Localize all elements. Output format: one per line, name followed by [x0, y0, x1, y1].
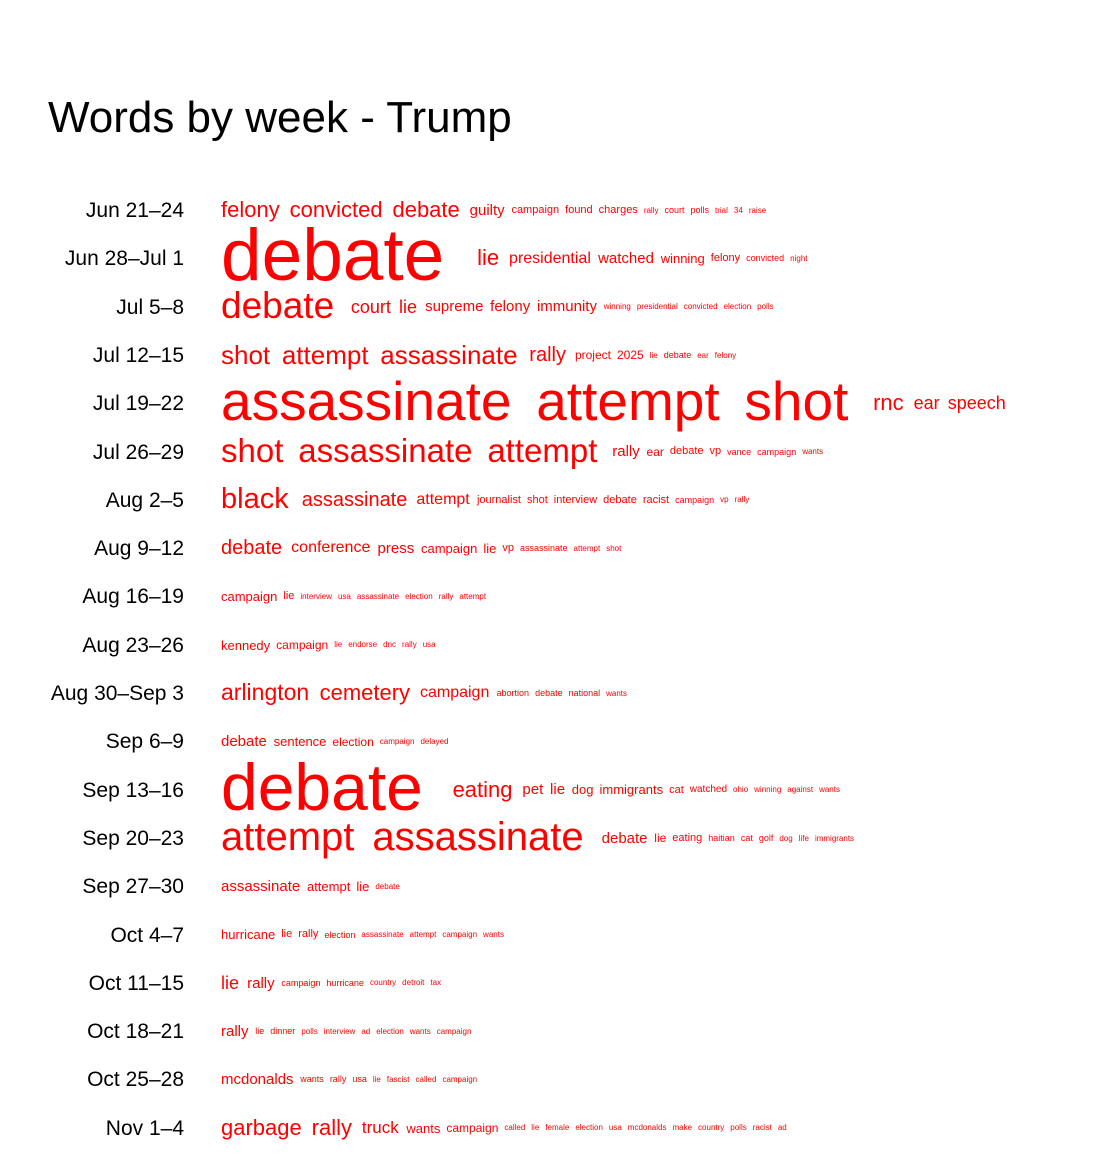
word-mark: usa — [352, 1074, 367, 1085]
word-mark: kennedy — [221, 637, 271, 653]
word-mark: mcdonalds — [221, 1071, 294, 1089]
word-mark: rally — [298, 928, 319, 941]
word-mark: election — [575, 1123, 603, 1133]
word-mark: campaign — [419, 684, 490, 702]
word-mark: abortion — [496, 688, 530, 699]
word-mark: polls — [301, 1026, 318, 1036]
week-label: Oct 18–21 — [87, 1020, 184, 1044]
word-mark: conference — [291, 539, 371, 557]
word-mark: election — [723, 302, 752, 312]
week-label: Sep 6–9 — [105, 730, 184, 754]
word-mark: hurricane — [326, 977, 364, 988]
word-mark: called — [504, 1123, 526, 1133]
word-mark: attempt — [306, 879, 351, 895]
word-mark: immunity — [536, 298, 597, 316]
word-mark: ohio — [733, 785, 749, 795]
word-mark: lie — [550, 781, 566, 799]
word-mark: debate — [221, 750, 423, 825]
word-mark: lie — [649, 350, 658, 360]
word-mark: wants — [409, 1026, 431, 1036]
word-mark: rally — [643, 205, 659, 215]
word-mark: polls — [757, 302, 774, 312]
word-mark: campaign — [221, 589, 278, 605]
word-mark: against — [787, 785, 814, 795]
week-label: Jul 12–15 — [92, 343, 184, 367]
word-mark: wants — [802, 447, 824, 457]
word-mark: debate — [601, 829, 648, 847]
word-mark: 34 — [733, 205, 743, 215]
word-mark: raise — [748, 205, 767, 215]
word-mark: rnc — [873, 390, 904, 416]
word-mark: assassinate — [301, 488, 408, 511]
week-label: Jul 5–8 — [116, 295, 184, 319]
word-mark: racist — [752, 1123, 772, 1133]
word-mark: interview — [553, 493, 598, 506]
word-mark: attempt — [459, 592, 487, 601]
word-mark: election — [405, 592, 433, 601]
word-mark: felony — [710, 252, 741, 265]
word-mark: make — [672, 1123, 693, 1133]
word-mark: rally — [612, 443, 640, 461]
word-mark: immigrants — [599, 782, 664, 798]
word-mark: felony — [221, 196, 280, 222]
week-label: Nov 1–4 — [105, 1116, 184, 1140]
chart-title: Words by week - Trump — [48, 93, 512, 142]
word-mark: female — [545, 1123, 570, 1133]
word-mark: lie — [221, 972, 240, 993]
word-mark: truck — [361, 1118, 399, 1138]
word-mark: campaign — [442, 1075, 478, 1084]
word-mark: press — [377, 539, 415, 557]
week-label: Jul 26–29 — [92, 440, 184, 464]
word-mark: vp — [709, 445, 722, 458]
word-mark: campaign — [675, 494, 715, 505]
word-mark: vance — [727, 446, 752, 457]
word-mark: rally — [329, 1074, 347, 1085]
word-mark: debate — [535, 688, 563, 699]
word-mark: wants — [606, 688, 628, 698]
word-mark: winning — [603, 302, 631, 312]
week-label: Sep 20–23 — [82, 826, 184, 850]
word-mark: debate — [663, 349, 692, 360]
word-mark: assassinate — [356, 592, 400, 601]
week-label: Aug 30–Sep 3 — [50, 682, 184, 705]
word-mark: dog — [779, 833, 793, 843]
word-mark: racist — [642, 493, 670, 506]
week-label: Jun 28–Jul 1 — [64, 247, 184, 271]
word-mark: cat — [740, 832, 753, 843]
word-mark: country — [698, 1123, 725, 1133]
word-mark: debate — [221, 285, 335, 327]
word-mark: project — [574, 348, 611, 363]
word-mark: fascist — [386, 1075, 410, 1084]
word-mark: lie — [477, 245, 500, 271]
word-mark: attempt — [221, 814, 355, 859]
word-mark: vp — [502, 542, 514, 555]
word-mark: journalist — [476, 493, 521, 506]
word-mark: arlington — [221, 679, 310, 706]
word-mark: national — [568, 688, 601, 699]
word-mark: dinner — [270, 1026, 296, 1037]
word-mark: shot — [744, 369, 849, 432]
word-mark: felony — [714, 350, 737, 360]
word-mark: 2025 — [616, 348, 644, 363]
word-mark: shot — [606, 543, 622, 553]
word-mark: country — [369, 978, 397, 988]
word-mark: lie — [356, 879, 370, 895]
word-mark: polls — [730, 1123, 747, 1133]
word-mark: usa — [608, 1123, 622, 1133]
word-mark: winning — [754, 785, 782, 795]
word-mark: shot — [526, 493, 548, 506]
word-mark: attempt — [487, 432, 598, 470]
word-mark: usa — [337, 592, 351, 601]
word-mark: pet — [522, 781, 544, 799]
word-mark: rally — [247, 974, 275, 992]
word-mark: felony — [490, 298, 531, 316]
word-mark: campaign — [511, 203, 560, 216]
word-mark: attempt — [536, 369, 720, 432]
word-mark: debate — [221, 733, 267, 751]
word-mark: campaign — [436, 1026, 472, 1036]
word-mark: trial — [715, 205, 728, 215]
word-mark: wants — [819, 785, 840, 795]
word-mark: attempt — [416, 491, 470, 508]
word-mark: campaign — [379, 736, 415, 746]
word-mark: charges — [598, 203, 638, 216]
word-mark: convicted — [683, 302, 718, 312]
word-mark: rally — [529, 343, 566, 366]
word-mark: attempt — [573, 543, 601, 553]
word-mark: court — [664, 205, 685, 216]
word-mark: lie — [255, 1026, 265, 1037]
word-mark: cat — [669, 783, 684, 796]
word-mark: presidential — [509, 249, 591, 267]
word-mark: rally — [221, 1022, 249, 1040]
word-mark: campaign — [442, 930, 478, 940]
word-mark: court — [350, 296, 391, 317]
word-mark: eating — [672, 831, 703, 844]
word-mark: assassinate — [361, 930, 404, 940]
word-mark: cemetery — [319, 679, 411, 705]
word-mark: golf — [758, 832, 774, 843]
word-mark: lie — [531, 1123, 540, 1133]
word-mark: found — [565, 203, 593, 216]
week-label: Sep 27–30 — [82, 875, 184, 899]
word-mark: life — [798, 833, 809, 843]
word-mark: assassinate — [380, 339, 518, 370]
word-mark: rally — [311, 1114, 352, 1140]
word-mark: hurricane — [221, 927, 276, 943]
word-mark: debate — [392, 196, 460, 222]
word-mark: campaign — [276, 638, 329, 653]
word-mark: election — [324, 929, 356, 940]
word-mark: lie — [654, 831, 667, 846]
word-mark: wants — [300, 1074, 324, 1085]
week-label: Aug 23–26 — [82, 633, 184, 657]
week-label: Jun 21–24 — [85, 199, 184, 222]
week-label: Oct 25–28 — [87, 1068, 184, 1092]
word-mark: attempt — [281, 339, 369, 370]
word-mark: ad — [361, 1026, 371, 1036]
week-label: Aug 16–19 — [82, 585, 184, 609]
word-mark: night — [790, 253, 808, 263]
week-label: Oct 11–15 — [88, 971, 184, 995]
word-mark: ear — [646, 444, 664, 459]
word-mark: campaign — [757, 446, 797, 457]
word-mark: black — [221, 482, 289, 515]
week-label: Aug 9–12 — [94, 537, 184, 561]
word-mark: assassinate — [519, 543, 568, 554]
word-mark: shot — [221, 339, 271, 370]
week-label: Jul 19–22 — [92, 392, 184, 416]
word-mark: winning — [660, 251, 705, 267]
word-mark: election — [332, 734, 374, 749]
word-mark: wants — [483, 930, 504, 940]
word-mark: assassinate — [221, 369, 512, 432]
word-mark: assassinate — [221, 877, 301, 895]
word-mark: endorse — [348, 640, 378, 650]
word-mark: watched — [598, 250, 654, 268]
word-mark: eating — [452, 776, 513, 802]
word-mark: lie — [283, 590, 295, 603]
word-mark: debate — [375, 881, 400, 891]
word-mark: convicted — [746, 253, 785, 264]
word-mark: guilty — [469, 201, 505, 219]
week-label: Oct 4–7 — [110, 923, 184, 947]
word-mark: tax — [430, 978, 442, 988]
word-mark: debate — [221, 537, 283, 560]
word-mark: vp — [720, 495, 729, 505]
word-mark: haitian — [708, 832, 735, 843]
word-mark: interview — [323, 1026, 356, 1036]
word-mark: supreme — [425, 298, 484, 316]
word-mark: sentence — [273, 734, 327, 750]
word-mark: assassinate — [298, 432, 473, 470]
word-mark: ad — [777, 1123, 787, 1133]
word-mark: dog — [571, 782, 594, 798]
word-mark: lie — [483, 540, 497, 556]
word-mark: debate — [603, 493, 637, 506]
word-mark: lie — [281, 928, 293, 941]
word-mark: lie — [334, 640, 343, 650]
word-mark: lie — [398, 296, 417, 317]
word-mark: debate — [669, 445, 704, 458]
word-mark: rally — [402, 640, 417, 650]
word-mark: campaign — [420, 540, 478, 556]
word-mark: watched — [689, 784, 728, 796]
week-label: Sep 13–16 — [82, 778, 184, 802]
word-mark: mcdonalds — [627, 1123, 667, 1133]
word-mark: called — [415, 1075, 437, 1084]
word-mark: ear — [913, 393, 940, 414]
word-mark: wants — [406, 1120, 441, 1136]
word-mark: election — [376, 1026, 404, 1036]
word-mark: interview — [300, 592, 332, 601]
word-mark: polls — [690, 205, 710, 216]
word-mark: convicted — [289, 196, 383, 222]
word-mark: presidential — [636, 302, 678, 312]
word-mark: rally — [438, 592, 454, 601]
word-mark: dnc — [383, 640, 397, 650]
week-label: Aug 2–5 — [105, 488, 184, 512]
word-mark: rally — [734, 495, 750, 505]
word-mark: detroit — [402, 978, 425, 988]
word-mark: assassinate — [372, 814, 584, 859]
word-mark: shot — [221, 432, 284, 470]
word-mark: lie — [372, 1075, 381, 1084]
word-mark: campaign — [446, 1121, 499, 1136]
word-mark: immigrants — [814, 833, 855, 843]
word-mark: campaign — [281, 977, 321, 988]
word-mark: attempt — [409, 930, 437, 940]
word-mark: delayed — [420, 736, 449, 746]
word-mark: ear — [697, 350, 709, 360]
word-mark: usa — [422, 640, 436, 650]
word-mark: speech — [947, 393, 1006, 414]
word-mark: debate — [221, 215, 445, 297]
word-mark: garbage — [221, 1114, 302, 1140]
